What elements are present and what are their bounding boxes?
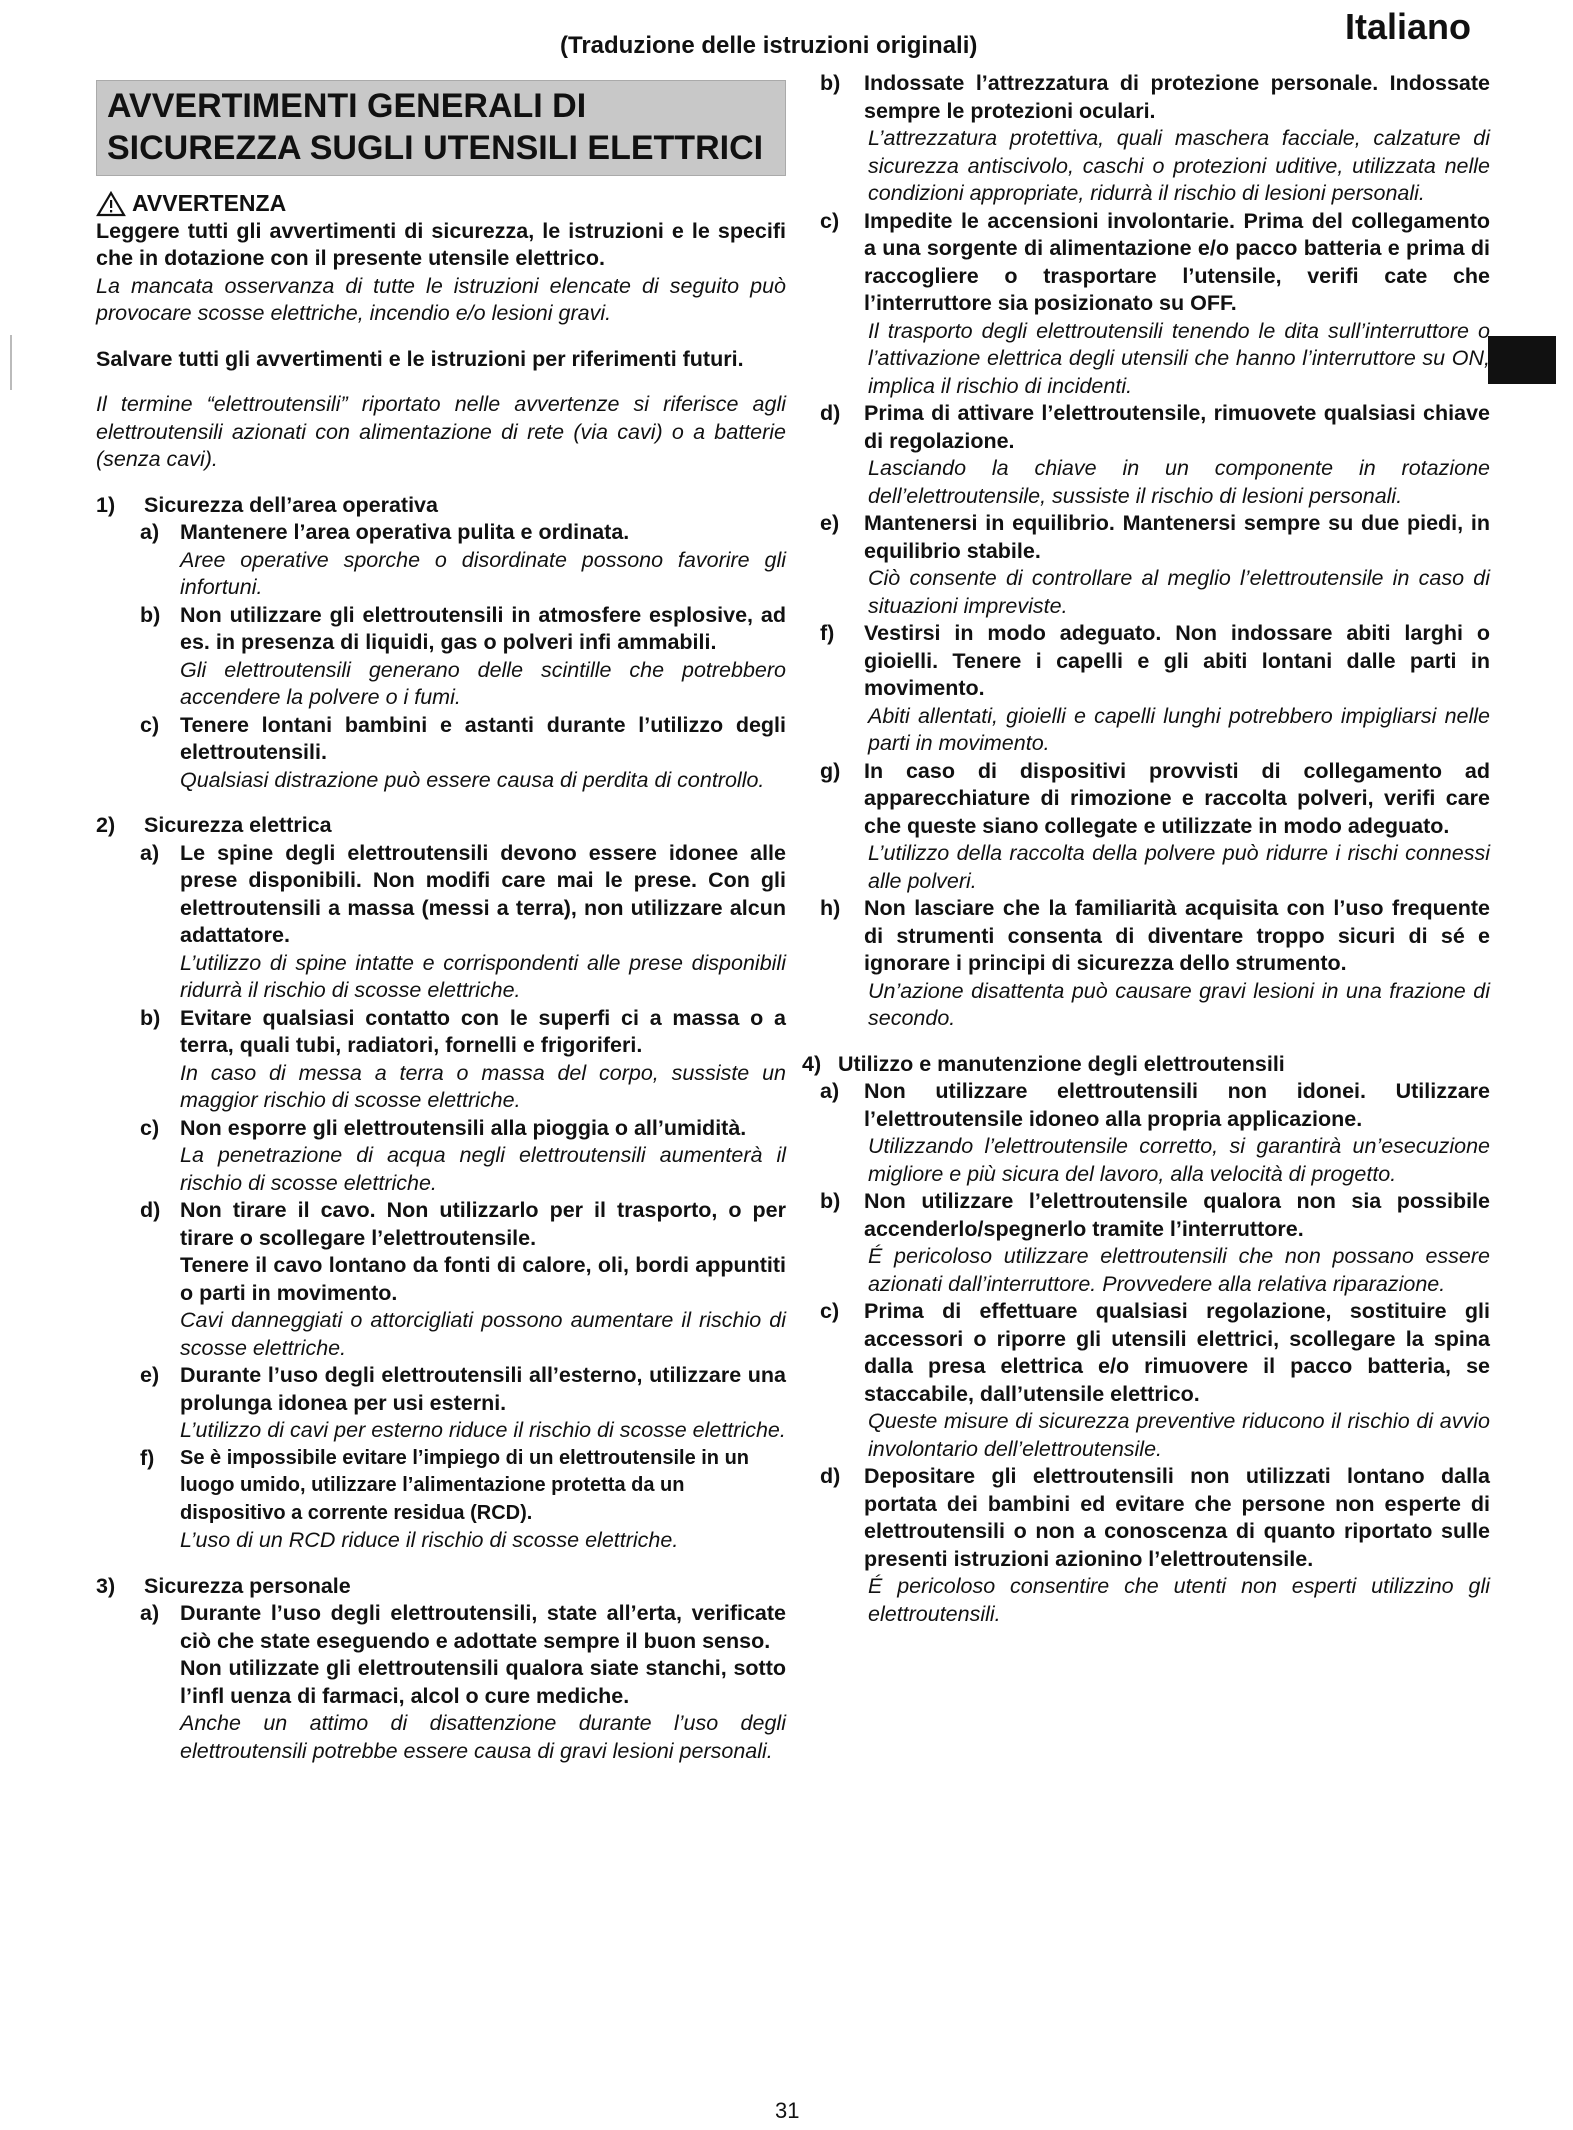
list-item xyxy=(96,602,786,657)
item-label: c) xyxy=(140,712,160,737)
item-note: Cavi danneggiati o attorcigliati possono aumentare il rischio di scosse elettriche. xyxy=(180,1308,786,1360)
list-item xyxy=(820,1463,1490,1573)
item-label: b) xyxy=(820,1189,841,1213)
item-label: c) xyxy=(140,1115,160,1140)
item-text-2: Tenere il cavo lontano da fonti di calore, oli, bordi appuntiti o parti in movimento. xyxy=(180,1253,786,1305)
left-column xyxy=(96,80,786,1765)
section-2-heading xyxy=(96,812,786,840)
item-label: d) xyxy=(140,1198,161,1222)
list-item xyxy=(820,70,1490,125)
item-label: e) xyxy=(820,511,840,535)
item-note: Ciò consente di controllare al meglio l’elettroutensile in caso di situazioni impreviste. xyxy=(868,566,1490,618)
list-item xyxy=(820,758,1490,841)
item-text: Indossate l’attrezzatura di protezione personale. Indossate sempre le protezioni oculari. xyxy=(864,71,1490,123)
list-item xyxy=(96,1005,786,1060)
item-text: Se è impossibile evitare l’impiego di un elettroutensile in un luogo umido, utilizzare l’alimentazione protetta da un dispositivo a corrente residua (RCD). xyxy=(180,1446,750,1524)
item-label: f) xyxy=(820,621,835,645)
item-text: Prima di attivare l’elettroutensile, rimuovete qualsiasi chiave di regolazione. xyxy=(864,401,1490,453)
section-title: AVVERTIMENTI GENERALI DI SICUREZZA SUGLI UTENSILI ELETTRICI xyxy=(96,80,786,176)
item-note: Aree operative sporche o disordinate possono favorire gli infortuni. xyxy=(180,547,786,599)
list-item xyxy=(96,1115,786,1143)
item-label: d) xyxy=(820,1464,841,1488)
section-number: 1) xyxy=(96,492,116,517)
translation-note: (Traduzione delle istruzioni originali) xyxy=(560,32,978,59)
item-label: b) xyxy=(140,602,161,627)
item-label: b) xyxy=(140,1005,161,1030)
item-label: c) xyxy=(820,208,840,233)
item-text: Durante l’uso degli elettroutensili, state all’erta, verificate ciò che state eseguendo e adottate sempre il buon senso. xyxy=(180,1601,786,1653)
section-number: 2) xyxy=(96,813,116,837)
item-text: Mantenersi in equilibrio. Mantenersi sempre su due piedi, in equilibrio stabile. xyxy=(864,511,1490,563)
section-title-text: Sicurezza dell’area operativa xyxy=(144,492,438,517)
list-item xyxy=(820,208,1490,318)
item-note: Qualsiasi distrazione può essere causa di perdita di controllo. xyxy=(180,767,765,792)
intro-italic: La mancata osservanza di tutte le istruzioni elencate di seguito può provocare scosse elettriche, incendio e/o lesioni gravi. xyxy=(96,273,786,325)
list-item xyxy=(96,1600,786,1655)
item-note: Un’azione disattenta può causare gravi lesioni in una frazione di secondo. xyxy=(868,978,1490,1030)
item-label: b) xyxy=(820,71,841,95)
item-label: f) xyxy=(140,1445,155,1470)
page-edge-mark xyxy=(10,335,12,390)
item-label: e) xyxy=(140,1363,160,1387)
item-note: In caso di messa a terra o massa del corpo, sussiste un maggior rischio di scosse elettriche. xyxy=(180,1060,786,1112)
warning-label: AVVERTENZA xyxy=(132,190,287,216)
section-title-text: Sicurezza personale xyxy=(144,1573,351,1598)
list-item xyxy=(96,840,786,950)
right-column xyxy=(802,70,1490,1628)
item-text: Non esporre gli elettroutensili alla pioggia o all’umidità. xyxy=(180,1115,747,1140)
list-item xyxy=(96,519,786,547)
list-item xyxy=(820,620,1490,703)
list-item xyxy=(96,1445,786,1528)
item-note: La penetrazione di acqua negli elettroutensili aumenterà il rischio di scosse elettriche. xyxy=(180,1143,786,1195)
item-label: h) xyxy=(820,896,841,920)
item-note: L’utilizzo di cavi per esterno riduce il rischio di scosse elettriche. xyxy=(180,1418,786,1442)
warning-triangle-icon xyxy=(96,191,126,217)
section-number: 4) xyxy=(802,1051,822,1076)
item-note: L’utilizzo di spine intatte e corrispondenti alle prese disponibili ridurrà il rischio di scosse elettriche. xyxy=(180,950,786,1002)
list-item xyxy=(96,1362,786,1417)
list-item xyxy=(96,712,786,767)
item-note: É pericoloso consentire che utenti non esperti utilizzino gli elettroutensili. xyxy=(868,1574,1490,1626)
item-text: Mantenere l’area operativa pulita e ordinata. xyxy=(180,520,630,544)
save-instructions: Salvare tutti gli avvertimenti e le istruzioni per riferimenti futuri. xyxy=(96,346,744,371)
page-number: 31 xyxy=(775,2098,800,2123)
list-item xyxy=(820,1298,1490,1408)
language-tab-marker xyxy=(1488,336,1556,384)
item-text: Le spine degli elettroutensili devono essere idonee alle prese disponibili. Non modifi care mai le prese. Con gli elettroutensili a massa (messi a terra), non utilizzare alcun adattatore. xyxy=(180,840,786,947)
item-text: Impedite le accensioni involontarie. Prima del collegamento a una sorgente di alimentazione e/o pacco batteria e prima di raccogliere o trasportare l’utensile, verifi cate che l’interruttore sia posizionato su OFF. xyxy=(864,208,1490,315)
list-item xyxy=(820,895,1490,978)
item-label: a) xyxy=(820,1079,840,1103)
item-note: Il trasporto degli elettroutensili tenendo le dita sull’interruttore o l’attivazione elettrica degli utensili che hanno l’interruttore su ON, implica il rischio di incidenti. xyxy=(868,318,1490,398)
item-label: g) xyxy=(820,758,841,783)
item-note: Anche un attimo di disattenzione durante l’uso degli elettroutensili potrebbe essere causa di gravi lesioni personali. xyxy=(180,1711,786,1763)
item-text: Depositare gli elettroutensili non utilizzati lontano dalla portata dei bambini ed evitare che persone non esperte di elettroutensili o non a conoscenza di quanto riportato sulle presenti istruzioni azionino l’elettroutensile. xyxy=(864,1464,1490,1571)
item-text: Durante l’uso degli elettroutensili all’esterno, utilizzare una prolunga idonea per usi esterni. xyxy=(180,1363,786,1415)
item-label: c) xyxy=(820,1299,840,1323)
item-text-2: Non utilizzate gli elettroutensili qualora siate stanchi, sotto l’infl uenza di farmaci, alcol o cure mediche. xyxy=(180,1656,786,1708)
list-item xyxy=(820,510,1490,565)
item-note: Abiti allentati, gioielli e capelli lunghi potrebbero impigliarsi nelle parti in movimento. xyxy=(868,703,1490,755)
item-note: L’utilizzo della raccolta della polvere può ridurre i rischi connessi alle polveri. xyxy=(868,841,1490,893)
item-note: Queste misure di sicurezza preventive riducono il rischio di avvio involontario dell’elettroutensile. xyxy=(868,1409,1490,1461)
intro-bold: Leggere tutti gli avvertimenti di sicurezza, le istruzioni e le specifi che in dotazione con il presente utensile elettrico. xyxy=(96,218,786,270)
item-text: Prima di effettuare qualsiasi regolazione, sostituire gli accessori o riporre gli utensili elettrici, scollegare la spina dalla presa elettrica e/o rimuovere il pacco batteria, se staccabile, dall’utensile elettrico. xyxy=(864,1299,1490,1406)
section-title-text: Utilizzo e manutenzione degli elettroutensili xyxy=(838,1051,1285,1076)
section-4-heading xyxy=(802,1051,1490,1079)
item-note: É pericoloso utilizzare elettroutensili che non possano essere azionati dall’interruttore. Provvedere alla relativa riparazione. xyxy=(868,1244,1490,1296)
item-text: Non tirare il cavo. Non utilizzarlo per il trasporto, o per tirare o scollegare l’elettroutensile. xyxy=(180,1198,786,1250)
item-note: L’uso di un RCD riduce il rischio di scosse elettriche. xyxy=(180,1528,679,1552)
section-1-heading xyxy=(96,492,786,520)
item-text: Vestirsi in modo adeguato. Non indossare abiti larghi o gioielli. Tenere i capelli e gli abiti lontani dalle parti in movimento. xyxy=(864,621,1490,700)
list-item xyxy=(96,1197,786,1252)
item-note: Lasciando la chiave in un componente in rotazione dell’elettroutensile, sussiste il rischio di lesioni personali. xyxy=(868,456,1490,508)
item-text: Non lasciare che la familiarità acquisita con l’uso frequente di strumenti consenta di diventare troppo sicuri di sé e ignorare i principi di sicurezza dello strumento. xyxy=(864,896,1490,975)
item-label: a) xyxy=(140,520,160,544)
list-item xyxy=(820,1188,1490,1243)
item-note: Utilizzando l’elettroutensile corretto, si garantirà un’esecuzione migliore e più sicura del lavoro, alla velocità di progetto. xyxy=(868,1134,1490,1186)
item-label: d) xyxy=(820,401,841,425)
warning-heading xyxy=(96,190,786,218)
item-note: Gli elettroutensili generano delle scintille che potrebbero accendere la polvere o i fumi. xyxy=(180,657,786,709)
list-item xyxy=(820,1078,1490,1133)
list-item xyxy=(820,400,1490,455)
item-label: a) xyxy=(140,840,160,865)
section-number: 3) xyxy=(96,1573,116,1598)
language-label: Italiano xyxy=(1345,6,1472,47)
item-note: L’attrezzatura protettiva, quali maschera facciale, calzature di sicurezza antiscivolo, caschi o protezioni uditive, utilizzata nelle condizioni appropriate, ridurrà il rischio di lesioni personali. xyxy=(868,126,1490,205)
item-label: a) xyxy=(140,1601,160,1625)
item-text: Non utilizzare elettroutensili non idonei. Utilizzare l’elettroutensile idoneo alla propria applicazione. xyxy=(864,1079,1490,1131)
item-text: Non utilizzare gli elettroutensili in atmosfere esplosive, ad es. in presenza di liquidi, gas o polveri infi ammabili. xyxy=(180,602,786,654)
section-3-heading xyxy=(96,1573,786,1601)
item-text: Tenere lontani bambini e astanti durante l’utilizzo degli elettroutensili. xyxy=(180,712,786,764)
term-definition: Il termine “elettroutensili” riportato nelle avvertenze si riferisce agli elettroutensili azionati con alimentazione di rete (via cavi) o a batterie (senza cavi). xyxy=(96,392,786,471)
section-title-text: Sicurezza elettrica xyxy=(144,813,332,837)
item-text: Evitare qualsiasi contatto con le superfi ci a massa o a terra, quali tubi, radiatori, fornelli e frigoriferi. xyxy=(180,1005,786,1057)
item-text: Non utilizzare l’elettroutensile qualora non sia possibile accenderlo/spegnerlo tramite l’interruttore. xyxy=(864,1189,1490,1241)
item-text: In caso di dispositivi provvisti di collegamento ad apparecchiature di rimozione e raccolta polveri, verifi care che queste siano collegate e utilizzate in modo adeguato. xyxy=(864,758,1490,838)
